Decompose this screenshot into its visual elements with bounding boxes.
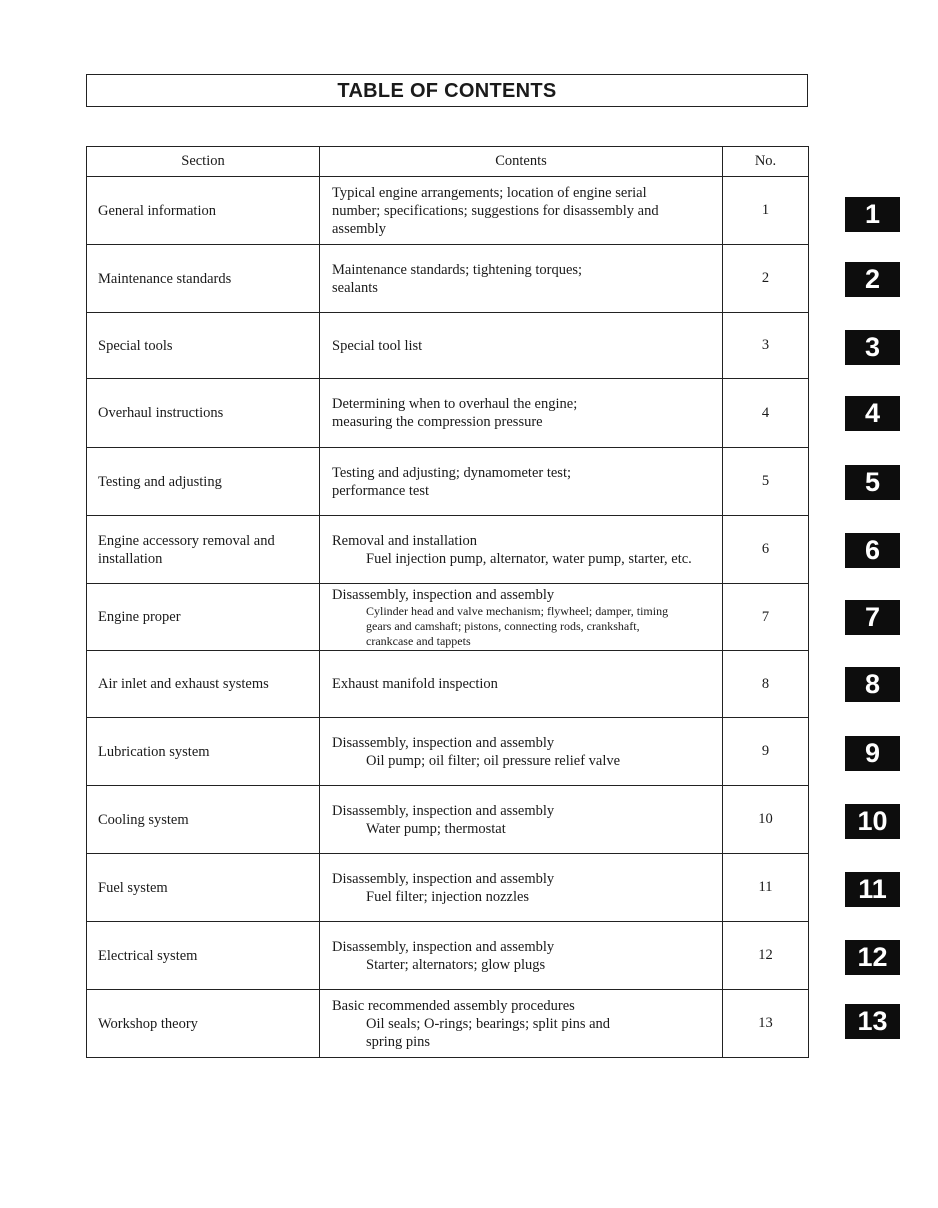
section-name: Cooling system <box>87 786 320 854</box>
header-no: No. <box>723 147 809 177</box>
section-number: 8 <box>723 651 809 718</box>
section-tab-5[interactable]: 5 <box>845 465 900 500</box>
section-tab-4[interactable]: 4 <box>845 396 900 431</box>
contents-sub-line: Oil seals; O-rings; bearings; split pins and <box>366 1015 611 1032</box>
section-contents <box>320 651 723 718</box>
contents-line: Disassembly, inspection and assembly <box>332 938 555 955</box>
section-name: Fuel system <box>87 854 320 922</box>
header-section: Section <box>87 147 320 177</box>
contents-sub-line: Water pump; thermostat <box>366 820 506 837</box>
section-tab-12[interactable]: 12 <box>845 940 900 975</box>
section-name: Air inlet and exhaust systems <box>87 651 320 718</box>
contents-line: Disassembly, inspection and assembly <box>332 586 555 603</box>
contents-detail-line: gears and camshaft; pistons, connecting rods, crankshaft, <box>366 618 640 633</box>
section-number: 13 <box>723 990 809 1058</box>
section-tab-11[interactable]: 11 <box>845 872 900 907</box>
page-title: TABLE OF CONTENTS <box>337 80 557 102</box>
section-contents <box>320 313 723 379</box>
section-contents <box>320 584 723 651</box>
section-number: 10 <box>723 786 809 854</box>
contents-line: Removal and installation <box>332 532 477 549</box>
section-name: Maintenance standards <box>87 245 320 313</box>
section-name: Testing and adjusting <box>87 448 320 516</box>
table-row <box>87 177 809 245</box>
section-number: 11 <box>723 854 809 922</box>
contents-line: Special tool list <box>332 337 423 354</box>
contents-sub-line: Oil pump; oil filter; oil pressure relief valve <box>366 752 621 769</box>
section-contents <box>320 379 723 448</box>
section-contents <box>320 245 723 313</box>
section-name: Electrical system <box>87 922 320 990</box>
section-number: 5 <box>723 448 809 516</box>
section-number: 3 <box>723 313 809 379</box>
contents-line: Exhaust manifold inspection <box>332 676 498 692</box>
section-contents <box>320 718 723 786</box>
section-number: 4 <box>723 379 809 448</box>
table-row <box>87 379 809 448</box>
contents-line: Typical engine arrangements; location of engine serial <box>332 184 647 201</box>
contents-detail-line: crankcase and tappets <box>366 633 471 648</box>
contents-sub-line: Fuel injection pump, alternator, water pump, starter, etc. <box>366 550 692 567</box>
section-tab-1[interactable]: 1 <box>845 197 900 232</box>
table-row <box>87 854 809 922</box>
section-number: 2 <box>723 245 809 313</box>
section-name: Workshop theory <box>87 990 320 1058</box>
table-row <box>87 651 809 718</box>
contents-line: sealants <box>332 279 378 296</box>
contents-line: Disassembly, inspection and assembly <box>332 734 555 751</box>
section-contents <box>320 990 723 1058</box>
section-name: Engine accessory removal and installation <box>87 516 320 584</box>
section-name: Special tools <box>87 313 320 379</box>
title-box <box>86 74 808 107</box>
contents-sub-line: Starter; alternators; glow plugs <box>366 956 546 973</box>
table-row <box>87 922 809 990</box>
section-tab-2[interactable]: 2 <box>845 262 900 297</box>
section-contents <box>320 786 723 854</box>
section-tab-8[interactable]: 8 <box>845 667 900 702</box>
contents-line: Maintenance standards; tightening torques; <box>332 261 583 278</box>
table-row <box>87 584 809 651</box>
contents-detail-line: Cylinder head and valve mechanism; flywheel; damper, timing <box>366 603 669 618</box>
section-name: Engine proper <box>87 584 320 651</box>
section-tab-3[interactable]: 3 <box>845 330 900 365</box>
section-name: Lubrication system <box>87 718 320 786</box>
section-name: General information <box>87 177 320 245</box>
table-header-row <box>87 147 809 177</box>
contents-line: assembly <box>332 220 386 237</box>
contents-line: Basic recommended assembly procedures <box>332 997 575 1014</box>
section-name: Overhaul instructions <box>87 379 320 448</box>
contents-sub-line: spring pins <box>366 1033 431 1050</box>
table-row <box>87 313 809 379</box>
section-number: 7 <box>723 584 809 651</box>
section-tab-6[interactable]: 6 <box>845 533 900 568</box>
header-contents: Contents <box>320 147 723 177</box>
table-row <box>87 990 809 1058</box>
section-tab-7[interactable]: 7 <box>845 600 900 635</box>
contents-line: number; specifications; suggestions for disassembly and <box>332 202 659 219</box>
table-row <box>87 448 809 516</box>
section-tab-9[interactable]: 9 <box>845 736 900 771</box>
toc-table <box>86 146 809 1058</box>
table-row <box>87 786 809 854</box>
section-number: 12 <box>723 922 809 990</box>
contents-line: performance test <box>332 482 430 499</box>
section-contents <box>320 854 723 922</box>
section-contents <box>320 922 723 990</box>
section-number: 6 <box>723 516 809 584</box>
section-tab-13[interactable]: 13 <box>845 1004 900 1039</box>
contents-line: measuring the compression pressure <box>332 414 543 430</box>
table-row <box>87 516 809 584</box>
section-number: 9 <box>723 718 809 786</box>
table-row <box>87 245 809 313</box>
contents-line: Testing and adjusting; dynamometer test; <box>332 464 571 481</box>
section-contents <box>320 448 723 516</box>
contents-line: Disassembly, inspection and assembly <box>332 870 555 887</box>
section-contents <box>320 516 723 584</box>
section-number: 1 <box>723 177 809 245</box>
section-tab-10[interactable]: 10 <box>845 804 900 839</box>
contents-line: Determining when to overhaul the engine; <box>332 396 578 412</box>
section-contents <box>320 177 723 245</box>
table-row <box>87 718 809 786</box>
contents-line: Disassembly, inspection and assembly <box>332 802 555 819</box>
contents-sub-line: Fuel filter; injection nozzles <box>366 888 530 905</box>
